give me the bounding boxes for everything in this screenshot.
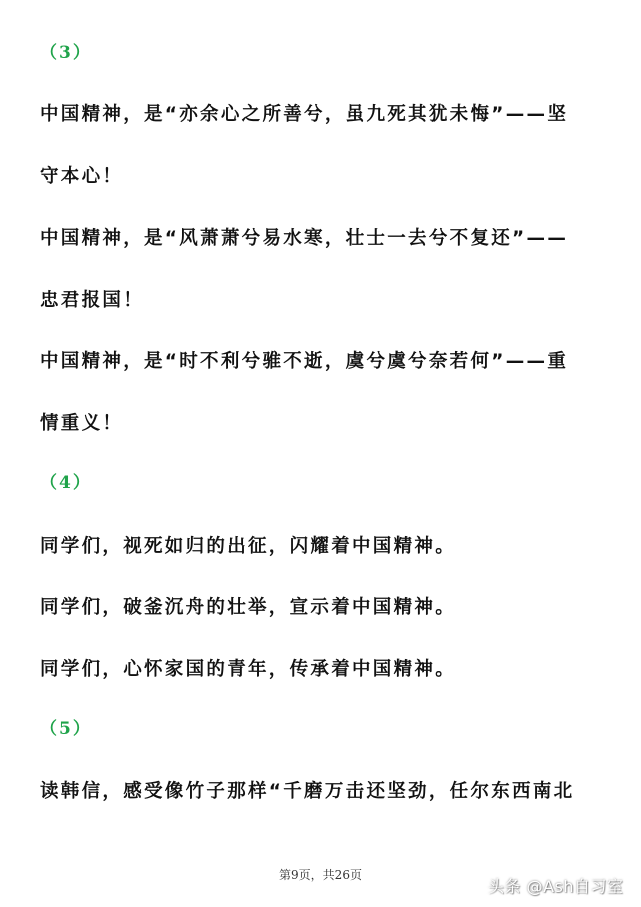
paragraph-line: 中国精神，是“风萧萧兮易水寒，壮士一去兮不复还”—— [40,228,569,249]
paragraph-line: 读韩信，感受像竹子那样“千磨万击还坚劲，任尔东西南北 [40,781,575,802]
paragraph-line: 忠君报国！ [40,290,145,311]
section-label-3: （3） [40,43,92,63]
section-label-4: （4） [40,473,92,493]
paragraph-line: 同学们，破釜沉舟的壮举，宣示着中国精神。 [40,597,457,618]
paragraph-line: 情重义！ [40,413,124,434]
paragraph-line: 守本心！ [40,166,124,187]
paragraph-line: 中国精神，是“亦余心之所善兮，虽九死其犹未悔”——坚 [40,104,569,125]
paragraph-line: 中国精神，是“时不利兮骓不逝，虞兮虞兮奈若何”——重 [40,351,569,372]
page-number: 第9页，共26页 [279,868,362,882]
watermark: 头条 @Ash自习室 [488,877,624,896]
paragraph-line: 同学们，视死如归的出征，闪耀着中国精神。 [40,536,457,557]
paragraph-line: 同学们，心怀家国的青年，传承着中国精神。 [40,659,457,680]
section-label-5: （5） [40,719,92,739]
